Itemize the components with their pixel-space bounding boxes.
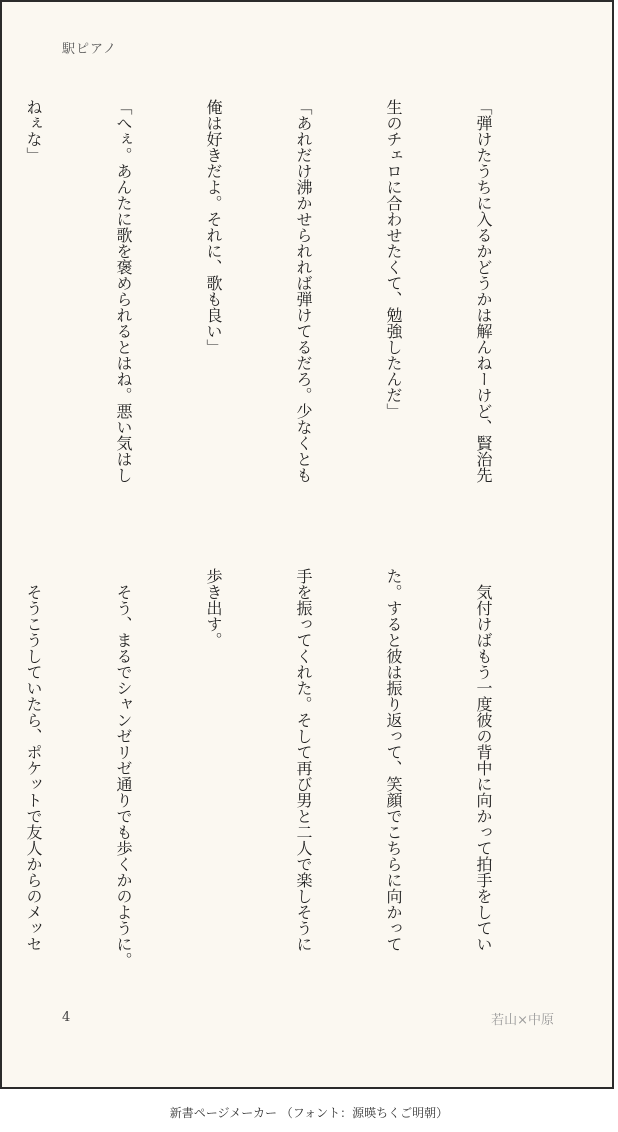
text-line: ねぇな」 <box>24 99 43 163</box>
text-line: 「へぇ。あんたに歌を褒められるとはね。悪い気はし <box>114 99 133 483</box>
text-block-lower <box>0 568 558 1008</box>
text-line: 俺は好きだよ。それに、歌も良い」 <box>204 99 223 355</box>
text-line: 「弾けたうちに入るかどうかは解んねーけど、賢治先 <box>474 99 493 483</box>
generator-credit: 新書ページメーカー （フォント：源暎ちくご明朝） <box>169 1106 449 1120</box>
text-line: 手を振ってくれた。そして再び男と二人で楽しそうに <box>294 568 313 952</box>
page-header-title: 駅ピアノ <box>62 42 117 57</box>
text-line: 「あれだけ沸かせられれば弾けてるだろ。少なくとも <box>294 99 313 483</box>
text-line: そうこうしていたら、ポケットで友人からのメッセ <box>24 568 43 952</box>
text-block-upper <box>0 99 558 539</box>
page-number: 4 <box>62 1010 71 1025</box>
text-line: そう、まるでシャンゼリゼ通りでも歩くかのように。 <box>114 568 133 968</box>
text-line: 生のチェロに合わせたくて、勉強したんだ」 <box>384 99 403 419</box>
text-line: 気付けばもう一度彼の背中に向かって拍手をしてい <box>474 568 493 952</box>
text-line: た。すると彼は振り返って、笑顔でこちらに向かって <box>384 568 403 952</box>
text-line: 歩き出す。 <box>204 568 223 648</box>
author-credit: 若山×中原 <box>491 1013 554 1028</box>
